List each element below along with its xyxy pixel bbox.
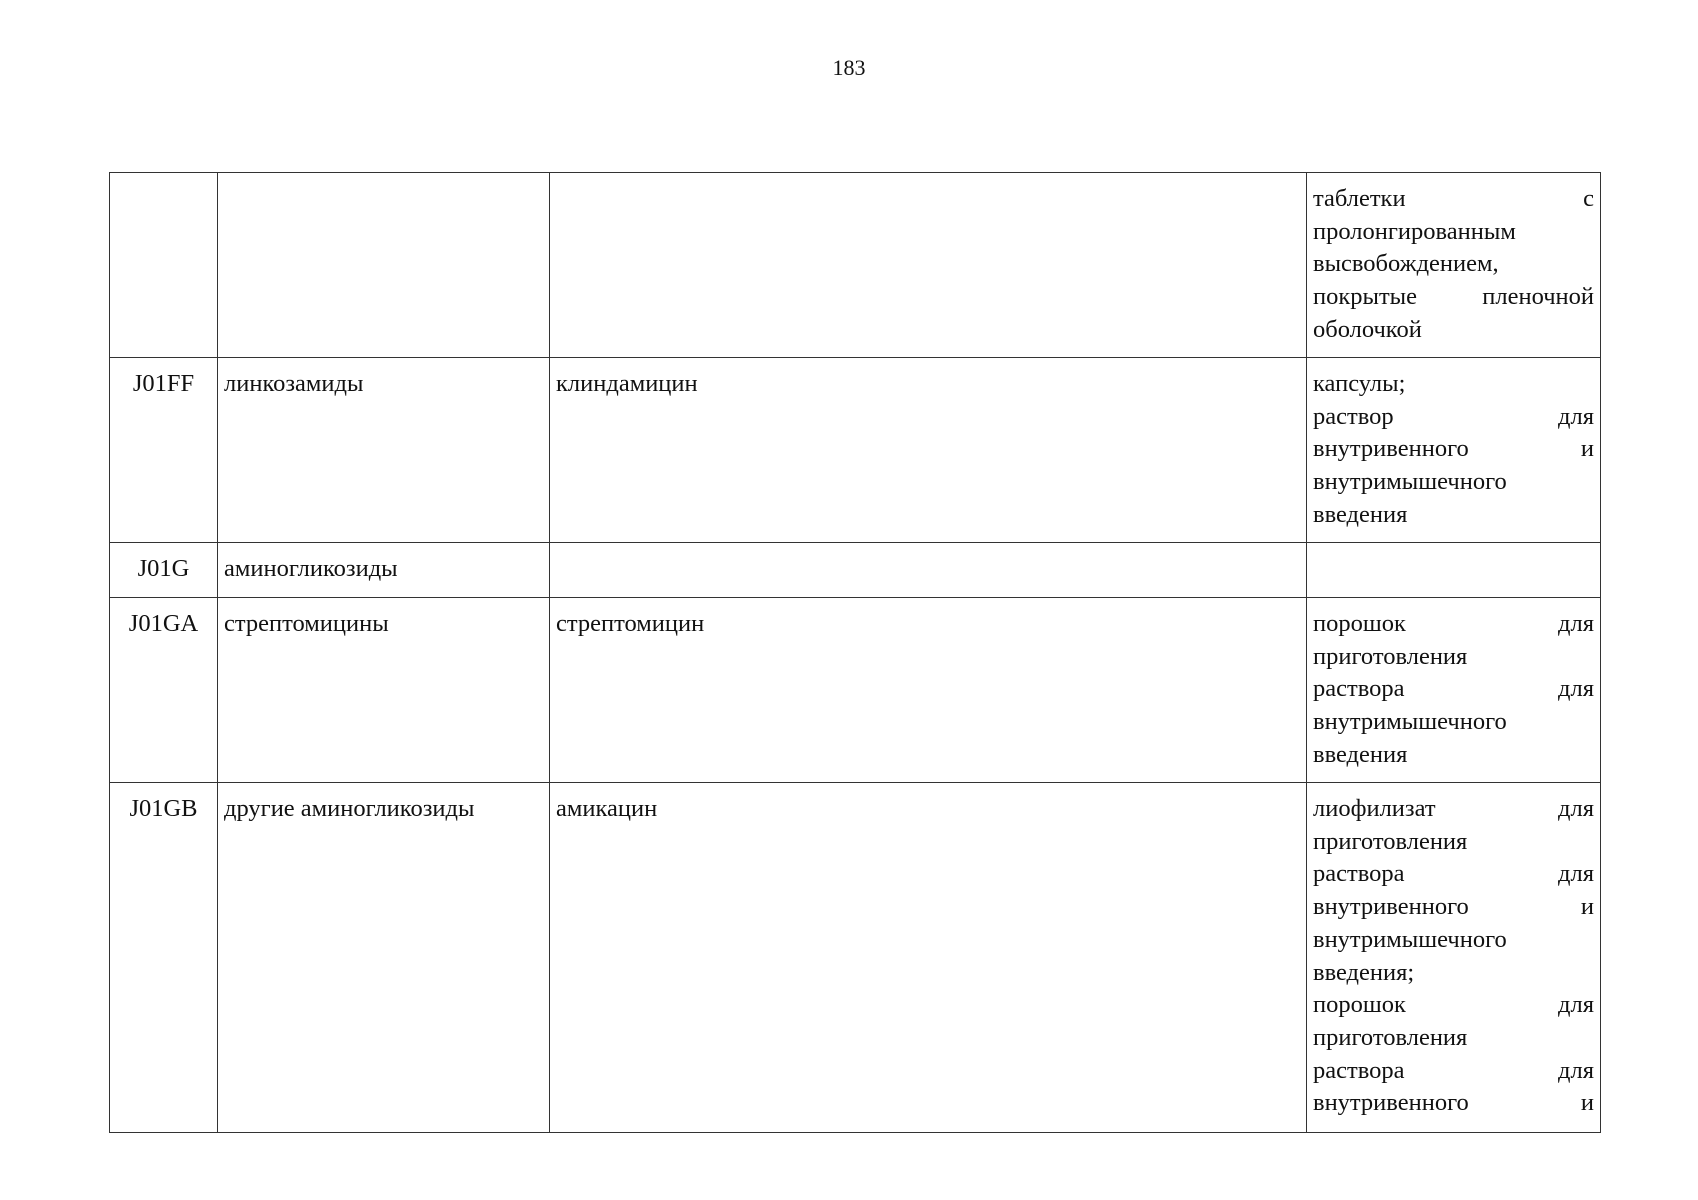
atc-code-cell: J01GB <box>110 783 218 1133</box>
dosage-form-line: внутривенного и <box>1313 1089 1594 1117</box>
table-row <box>110 598 1601 783</box>
table-row <box>110 358 1601 543</box>
dosage-form-line: внутримышечного <box>1313 468 1507 496</box>
dosage-form-cell <box>1307 358 1601 543</box>
group-cell: стрептомицины <box>218 598 550 783</box>
atc-code-cell: J01G <box>110 543 218 598</box>
dosage-form-line: внутримышечного <box>1313 708 1507 736</box>
group-cell: линкозамиды <box>218 358 550 543</box>
dosage-form-line: внутримышечного <box>1313 925 1507 953</box>
dosage-form-line: капсулы; <box>1313 370 1406 397</box>
dosage-form-line: раствора для <box>1313 1056 1594 1084</box>
drug-table <box>109 172 1601 1133</box>
dosage-form-cell <box>1307 783 1601 1133</box>
dosage-form-cell <box>1307 598 1601 783</box>
dosage-form-line: оболочкой <box>1313 315 1422 343</box>
dosage-form-line: внутривенного и <box>1313 893 1594 921</box>
table-row <box>110 173 1601 358</box>
page-number: 183 <box>832 55 866 80</box>
dosage-form-line: введения <box>1313 740 1408 768</box>
dosage-form-line: высвобождением, <box>1313 250 1499 278</box>
dosage-form-line: лиофилизат для <box>1313 795 1594 822</box>
table-body <box>110 173 1601 1133</box>
dosage-form-line: порошок для <box>1313 610 1594 637</box>
dosage-form-line: приготовления <box>1313 642 1468 670</box>
atc-code-cell <box>110 173 218 358</box>
drug-cell: стрептомицин <box>550 598 1307 783</box>
group-cell: другие аминогликозиды <box>218 783 550 1133</box>
drug-cell <box>550 173 1307 358</box>
dosage-form-cell <box>1307 173 1601 358</box>
dosage-form-line: таблетки с <box>1313 185 1594 212</box>
group-cell: аминогликозиды <box>218 543 550 598</box>
dosage-form-line: раствор для <box>1313 402 1594 430</box>
dosage-form-cell <box>1307 543 1601 598</box>
dosage-form-line: внутривенного и <box>1313 435 1594 463</box>
dosage-form-line: покрытые пленочной <box>1313 283 1594 311</box>
table-row <box>110 543 1601 598</box>
dosage-form-line: приготовления <box>1313 827 1468 855</box>
table-row <box>110 783 1601 1133</box>
group-cell <box>218 173 550 358</box>
dosage-form-line: введения; <box>1313 958 1415 986</box>
dosage-form-line: введения <box>1313 500 1408 528</box>
atc-code-cell: J01GA <box>110 598 218 783</box>
dosage-form-line: приготовления <box>1313 1023 1468 1051</box>
drug-cell: амикацин <box>550 783 1307 1133</box>
dosage-form-line: пролонгированным <box>1313 217 1516 245</box>
drug-cell <box>550 543 1307 598</box>
atc-code-cell: J01FF <box>110 358 218 543</box>
dosage-form-line: раствора для <box>1313 860 1594 888</box>
dosage-form-line: порошок для <box>1313 991 1594 1019</box>
drug-cell: клиндамицин <box>550 358 1307 543</box>
dosage-form-line: раствора для <box>1313 675 1594 703</box>
